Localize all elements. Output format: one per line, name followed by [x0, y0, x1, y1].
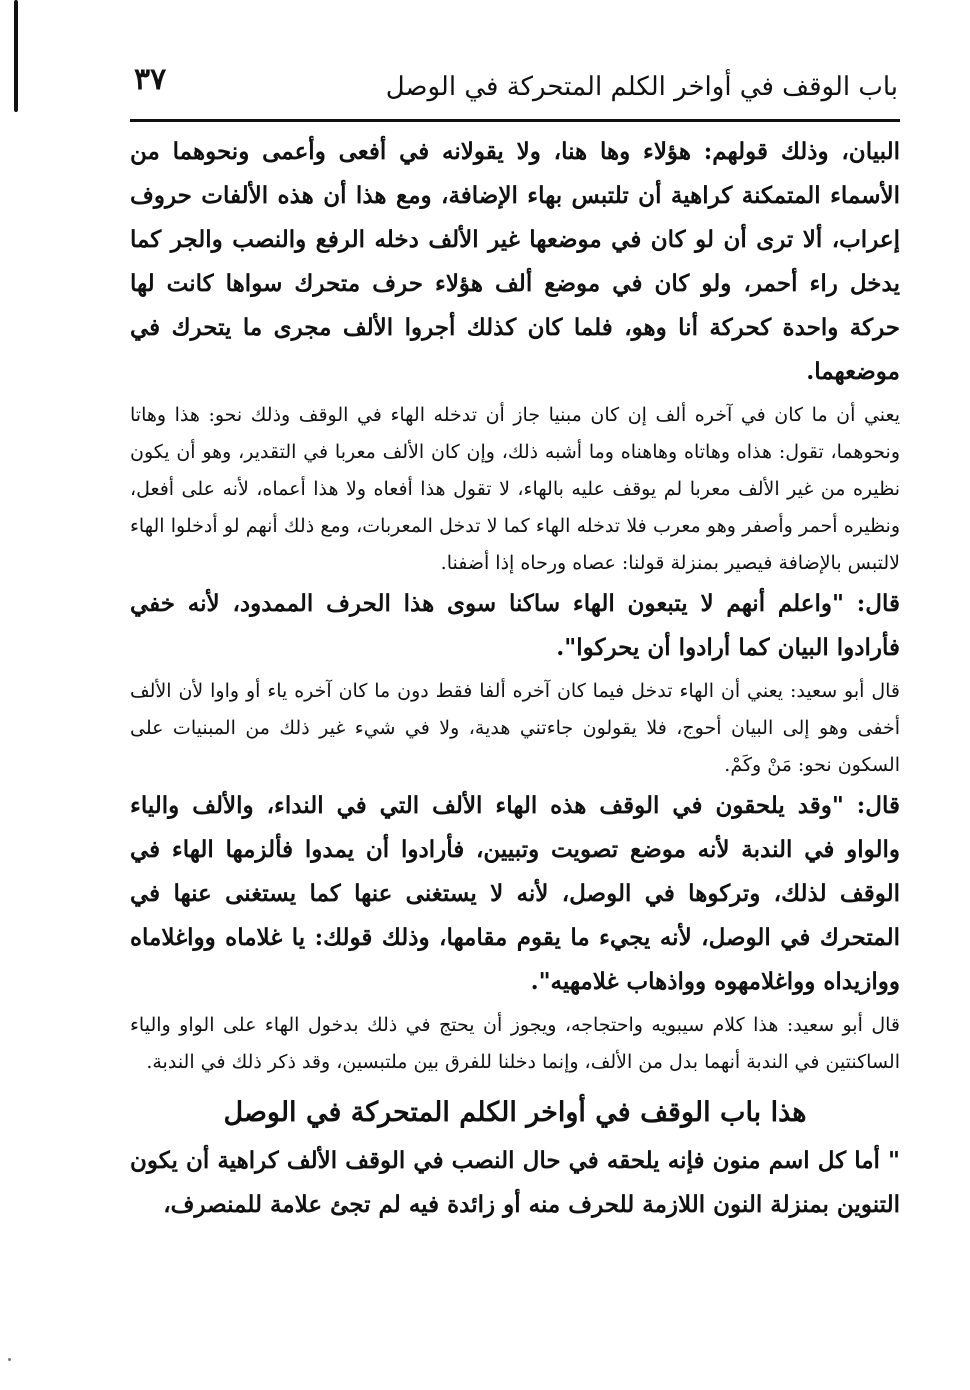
paragraph-2: يعني أن ما كان في آخره ألف إن كان مبنيا جاز أن تدخله الهاء في الوقف وذلك نحو: هذا وهاتا ونحوهما، تقول: هذاه وهاتاه وهاهناه وما أشبه ذلك، وإن كان الألف معربا في التقدير، وهو أن يكون نظيره من غير الألف معربا لم يوقف عليه بالهاء، لا تقول هذا أفعاه ولا هذا أعماه، لأنه على أفعل، ونظيره أحمر وأصفر وهو معرب فلا تدخله الهاء كما لا تدخل المعربات، ومع ذلك أنهم لو أدخلوا الهاء لالتبس بالإضافة فيصير بمنزلة قولنا: عصاه ورحاه إذا أضفنا. — [130, 404, 900, 574]
section-title: هذا باب الوقف في أواخر الكلم المتحركة في الوصل — [223, 1097, 807, 1128]
scan-speck — [8, 1358, 11, 1361]
header-rule — [130, 119, 900, 122]
paragraph-1: البيان، وذلك قولهم: هؤلاء وها هنا، ولا يقولانه في أفعى وأعمى ونحوهما من الأسماء المتمكنة كراهية أن تلتبس بهاء الإضافة، ومع هذا أن هذه الألفات حروف إعراب، ألا ترى أن لو كان في موضعها غير الألف دخله الرفع والنصب والجر كما يدخل راء أحمر، ولو كان في موضع ألف هؤلاء حرف متحرك سواها كانت لها حركة واحدة كحركة أنا وهو، فلما كان كذلك أجروا الألف مجرى ما يتحرك في موضعهما. — [130, 138, 900, 385]
page-number: ٣٧ — [134, 62, 167, 97]
running-header-title: باب الوقف في أواخر الكلم المتحركة في الوصل — [385, 72, 898, 102]
page-edge-mark — [14, 0, 18, 112]
paragraph-5: قال: "وقد يلحقون في الوقف هذه الهاء الألف التي في النداء، والألف والياء والواو في الندبة لأنه موضع تصويت وتبيين، فأرادوا أن يمدوا فألزمها الهاء في الوقف لذلك، وتركوها في الوصل، لأنه لا يستغنى عنها كما يستغنى عنها في المتحرك في الوصل، لأنه يجيء ما يقوم مقامها، وذلك قولك: يا غلاماه وواغلاماه ووازيداه وواغلامهوه وواذهاب غلامهيه". — [130, 792, 900, 995]
paragraph-6: قال أبو سعيد: هذا كلام سيبويه واحتجاجه، ويجوز أن يحتج في ذلك بدخول الهاء على الواو والياء الساكنتين في الندبة أنهما بدل من الألف، وإنما دخلنا للفرق بين ملتبسين، وقد ذكر ذلك في الندبة. — [130, 1014, 900, 1073]
paragraph-7: " أما كل اسم منون فإنه يلحقه في حال النصب في الوقف الألف كراهية أن يكون التنوين بمنزلة النون اللازمة للحرف منه أو زائدة فيه لم تجئ علامة للمنصرف، — [130, 1147, 900, 1218]
paragraph-3: قال: "واعلم أنهم لا يتبعون الهاء ساكنا سوى هذا الحرف الممدود، لأنه خفي فأرادوا البيان كما أرادوا أن يحركوا". — [130, 590, 900, 661]
page-body — [130, 130, 900, 1350]
paragraph-4: قال أبو سعيد: يعني أن الهاء تدخل فيما كان آخره ألفا فقط دون ما كان آخره ياء أو واوا لأن الألف أخفى وهو إلى البيان أحوج، فلا يقولون جاءتني هدية، ولا في شيء غير ذلك من المبنيات على السكون نحو: مَنْ وكَمْ. — [130, 680, 900, 776]
